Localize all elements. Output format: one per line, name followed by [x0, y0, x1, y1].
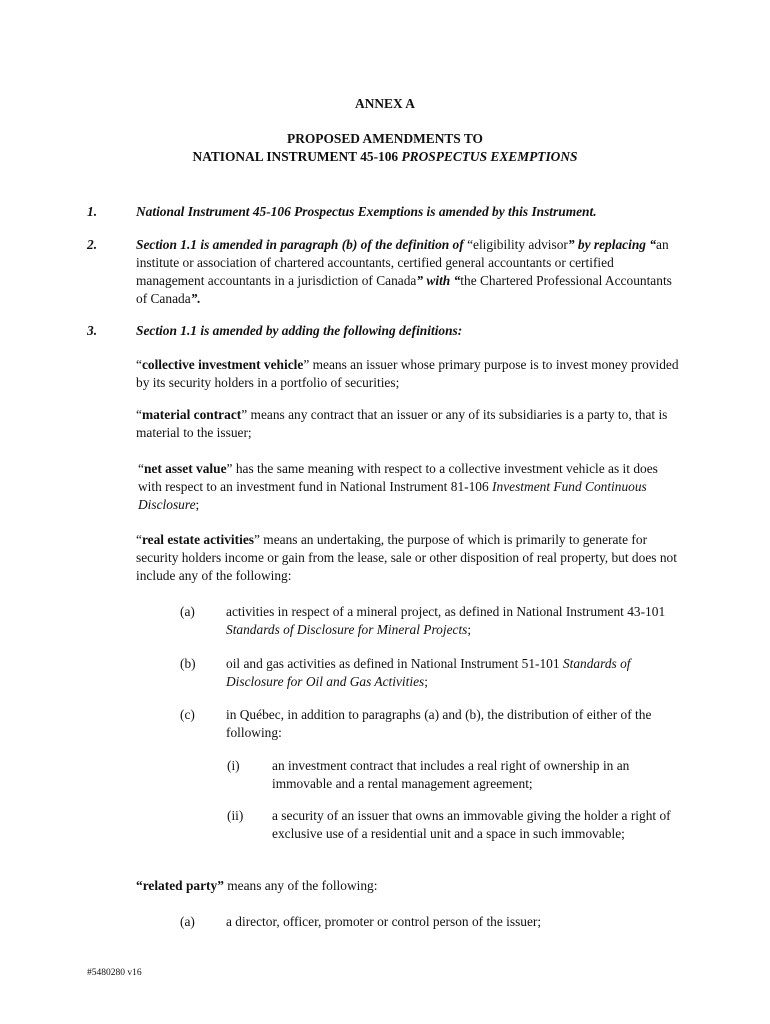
rea-text-c-i: an investment contract that includes a real right of ownership in an immovable and a rental management agreement; [272, 758, 630, 791]
title-line-1: PROPOSED AMENDMENTS TO [287, 131, 483, 146]
item-number-2: 2. [87, 237, 98, 252]
rea-label-c-i: (i) [227, 758, 240, 773]
item-number-3: 3. [87, 323, 98, 338]
rea-label-a: (a) [180, 604, 195, 619]
rp-label-a: (a) [180, 914, 195, 929]
rea-text-a: activities in respect of a mineral project, as defined in National Instrument 43-101 Standards of Disclosure for Mineral Projects; [226, 604, 666, 637]
title-line-2: NATIONAL INSTRUMENT 45-106 PROSPECTUS EXEMPTIONS [192, 149, 578, 164]
item-text-3: Section 1.1 is amended by adding the following definitions: [136, 323, 463, 338]
rea-text-b: oil and gas activities as defined in National Instrument 51-101 Standards of Disclosure for Oil and Gas Activities; [226, 656, 631, 689]
item-number-1: 1. [87, 204, 98, 219]
definition-material-contract: “material contract” means any contract that an issuer or any of its subsidiaries is a party to, that is material to the issuer; [136, 407, 668, 440]
annex-heading: ANNEX A [355, 96, 415, 111]
rea-text-c-ii: a security of an issuer that owns an immovable giving the holder a right of exclusive use of a residential unit and a space in such immovable; [272, 808, 671, 841]
definition-collective-investment-vehicle: “collective investment vehicle” means an issuer whose primary purpose is to invest money provided by its security holders in a portfolio of securities; [136, 357, 679, 390]
definition-real-estate-activities: “real estate activities” means an undertaking, the purpose of which is primarily to generate for security holders income or gain from the lease, sale or other disposition of real property, but does not include any of the following: [136, 532, 677, 583]
rea-label-c: (c) [180, 707, 195, 722]
definition-related-party: “related party” means any of the following: [136, 878, 378, 893]
document-id-footer: #5480280 v16 [87, 968, 142, 978]
rea-label-b: (b) [180, 656, 196, 671]
item-text-1: National Instrument 45-106 Prospectus Exemptions is amended by this Instrument. [136, 204, 597, 219]
definition-net-asset-value: “net asset value” has the same meaning with respect to a collective investment vehicle as it does with respect to an investment fund in National Instrument 81-106 Investment Fund Continuous Disclosure; [138, 461, 658, 512]
rea-label-c-ii: (ii) [227, 808, 244, 823]
rp-text-a: a director, officer, promoter or control person of the issuer; [226, 914, 542, 929]
rea-text-c: in Québec, in addition to paragraphs (a) and (b), the distribution of either of the following: [226, 707, 652, 740]
item-text-2: Section 1.1 is amended in paragraph (b) of the definition of “eligibility advisor” by replacing “an institute or association of chartered accountants, certified general accountants or certified management accountants in a jurisdiction of Canada” with “the Chartered Professional Accountants of Canada”. [136, 237, 672, 306]
